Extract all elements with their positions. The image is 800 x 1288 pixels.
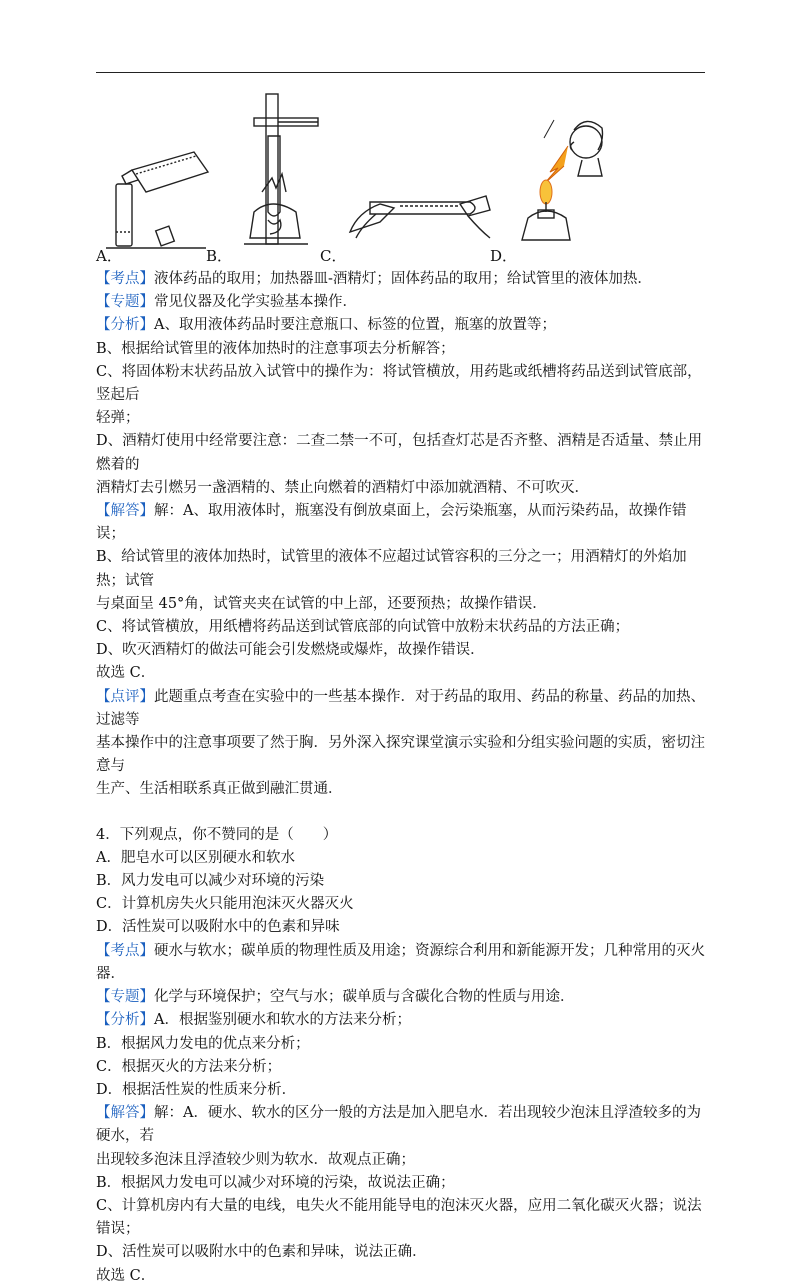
option-c-label: C． bbox=[320, 247, 347, 265]
q4-option: D．活性炭可以吸附水中的色素和异味 bbox=[96, 919, 340, 936]
pouring-liquid-illustration bbox=[96, 92, 214, 252]
q4-jieda-line: C、计算机房内有大量的电线，电失火不能用能导电的泡沫灭火器，应用二氧化碳灭火器；说法错误； bbox=[96, 1197, 702, 1238]
section-gap bbox=[96, 802, 711, 824]
q4-option: B．风力发电可以减少对环境的污染 bbox=[96, 873, 325, 890]
q3-dianping-line: 生产、生活相联系真正做到融汇贯通． bbox=[96, 781, 343, 798]
figure-row bbox=[96, 92, 716, 268]
option-b-label: B． bbox=[206, 247, 233, 265]
q3-jieda-line: 与桌面呈 45°角，试管夹夹在试管的中上部，还要预热；故操作错误． bbox=[96, 595, 547, 612]
q4-fenxi-line: C．根据灭火的方法来分析； bbox=[96, 1058, 282, 1075]
q4-jieda-line: 出现较多泡沫且浮渣较少则为软水．故观点正确； bbox=[96, 1151, 415, 1168]
q4-jieda-line: 故选 C． bbox=[96, 1267, 156, 1284]
figure-d bbox=[490, 92, 630, 268]
q3-jieda-line: C、将试管横放，用纸槽将药品送到试管底部的向试管中放粉末状药品的方法正确； bbox=[96, 619, 630, 636]
q4-option: C．计算机房失火只能用泡沫灭火器灭火 bbox=[96, 896, 354, 913]
figure-a bbox=[96, 92, 214, 268]
paper-trough-illustration bbox=[340, 92, 500, 252]
blowing-lamp-illustration bbox=[504, 80, 624, 250]
q3-jieda-line: D、吹灭酒精灯的做法可能会引发燃烧或爆炸，故操作错误． bbox=[96, 642, 485, 659]
q3-fenxi: 【分析】A、取用液体药品时要注意瓶口、标签的位置，瓶塞的放置等； bbox=[96, 317, 556, 334]
option-a-label: A． bbox=[96, 247, 122, 265]
q4-stem: 4．下列观点，你不赞同的是（ ） bbox=[96, 826, 338, 843]
q3-fenxi-line: 轻弹； bbox=[96, 410, 140, 427]
q4-fenxi-line: B．根据风力发电的优点来分析； bbox=[96, 1035, 310, 1052]
q4-option: A．肥皂水可以区别硬水和软水 bbox=[96, 849, 295, 866]
q4-jieda-line: B．根据风力发电可以减少对环境的污染，故说法正确； bbox=[96, 1174, 455, 1191]
q4-fenxi: 【分析】A．根据鉴别硬水和软水的方法来分析； bbox=[96, 1012, 411, 1029]
q3-fenxi-line: D、酒精灯使用中经常要注意：二查二禁一不可，包括查灯芯是否齐整、酒精是否适量、禁止用燃着的 bbox=[96, 433, 703, 473]
q3-jieda-line: 故选 C． bbox=[96, 665, 156, 682]
q3-kaodian: 【考点】液体药品的取用；加热器皿-酒精灯；固体药品的取用；给试管里的液体加热． bbox=[96, 271, 652, 287]
q3-zhuanti: 【专题】常见仪器及化学实验基本操作． bbox=[96, 294, 357, 311]
q4-zhuanti: 【专题】化学与环境保护；空气与水；碳单质与含碳化合物的性质与用途． bbox=[96, 989, 575, 1006]
q3-fenxi-line: 酒精灯去引燃另一盏酒精的、禁止向燃着的酒精灯中添加就酒精、不可吹灭． bbox=[96, 479, 589, 496]
q3-fenxi-line: B、根据给试管里的液体加热时的注意事项去分析解答； bbox=[96, 340, 455, 357]
q4-fenxi-line: D．根据活性炭的性质来分析． bbox=[96, 1081, 297, 1098]
q3-dianping: 【点评】此题重点考查在实验中的一些基本操作．对于药品的取用、药品的称量、药品的加热、过滤等 bbox=[96, 688, 705, 728]
q4-jieda-line: D、活性炭可以吸附水中的色素和异味，说法正确． bbox=[96, 1244, 427, 1261]
q3-fenxi-line: C、将固体粉末状药品放入试管中的操作为：将试管横放，用药匙或纸槽将药品送到试管底部，竖起后 bbox=[96, 363, 702, 404]
header-rule bbox=[96, 72, 705, 73]
q4-kaodian: 【考点】硬水与软水；碳单质的物理性质及用途；资源综合利用和新能源开发；几种常用的灭火器． bbox=[96, 942, 705, 982]
q3-jieda: 【解答】解：A、取用液体时，瓶塞没有倒放桌面上，会污染瓶塞，从而污染药品，故操作错误； bbox=[96, 503, 687, 543]
q3-jieda-line: B、给试管里的液体加热时，试管里的液体不应超过试管容积的三分之一；用酒精灯的外焰加热；试管 bbox=[96, 549, 687, 589]
heating-tube-illustration bbox=[224, 92, 332, 252]
figure-b bbox=[206, 92, 314, 268]
q3-dianping-line: 基本操作中的注意事项要了然于胸．另外深入探究课堂演示实验和分组实验问题的实质，密切注意与 bbox=[96, 735, 705, 775]
option-d-label: D． bbox=[490, 247, 518, 265]
document-body bbox=[96, 268, 711, 1288]
figure-c bbox=[320, 92, 500, 268]
q4-jieda: 【解答】解：A．硬水、软水的区分一般的方法是加入肥皂水．若出现较少泡沫且浮渣较多的为硬水，若 bbox=[96, 1105, 701, 1145]
